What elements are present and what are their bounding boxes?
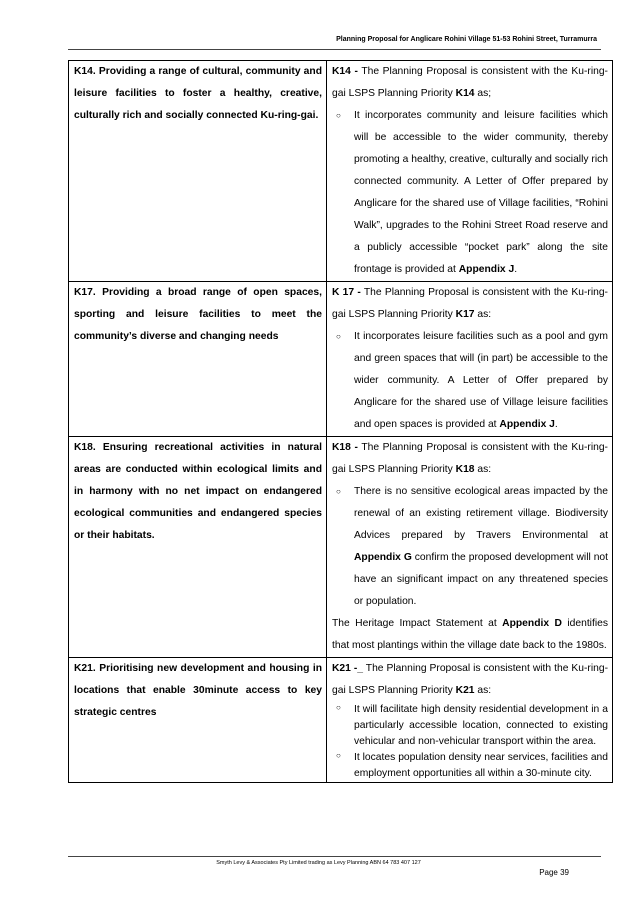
bullet-text: There is no sensitive ecological areas impacted by the renewal of an existing retirement village. Biodiversity Advices prepared by Travers Environmental at [354, 486, 608, 541]
planning-priorities-table [68, 60, 613, 783]
lead-text: The Planning Proposal is consistent with the Ku-ring-gai LSPS Planning Priority [332, 663, 608, 696]
bullet-list [332, 326, 608, 436]
priority-text: K14. Providing a range of cultural, community and leisure facilities to foster a healthy, creative, culturally rich and socially connected Ku-ring-gai. [74, 66, 322, 121]
response-lead [332, 658, 608, 702]
response-cell [327, 61, 613, 282]
bullet-list [332, 702, 608, 782]
bullet-tail: confirm the proposed development will not have an significant impact on any threatened species or population. [354, 552, 609, 607]
priority-code: K18 - [332, 442, 358, 453]
priority-ref: K21 [455, 685, 475, 696]
bullet-text: It incorporates community and leisure facilities which will be accessible to the wider community, thereby promoting a healthy, creative, culturally and socially rich connected community. A Letter of Offer prepared by Anglicare for the shared use of Village facilities, “Rohini Walk”, upgrades to the Rohini Street Road reserve and a publicly accessible “pocket park” along the site frontage is provided at [354, 110, 608, 275]
bullet-tail: . [554, 419, 558, 430]
priority-code: K 17 - [332, 287, 361, 298]
priority-text: K21. Prioritising new development and housing in locations that enable 30minute access to key strategic centres [74, 663, 322, 718]
lead-tail: as: [474, 685, 492, 696]
priority-text: K18. Ensuring recreational activities in natural areas are conducted within ecological limits and in harmony with no net impact on endangered ecological communities and endangered species or their habitats. [74, 442, 322, 541]
response-lead [332, 437, 608, 481]
list-item [332, 481, 608, 613]
appendix-ref: Appendix J [458, 264, 515, 275]
table-row [69, 437, 613, 658]
list-item: ○ It locates population density near services, facilities and employment opportunities all within a 30-minute city. [332, 750, 608, 782]
table-row [69, 61, 613, 282]
bullet-list [332, 105, 608, 281]
priority-ref: K14 [455, 88, 475, 99]
lead-text: The Planning Proposal is consistent with the Ku-ring-gai LSPS Planning Priority [332, 442, 608, 475]
footer-divider [68, 856, 601, 857]
priority-cell [69, 282, 327, 437]
priority-cell [69, 437, 327, 658]
lead-text: The Planning Proposal is consistent with the Ku-ring-gai LSPS Planning Priority [332, 66, 608, 99]
lead-tail: as: [474, 464, 492, 475]
note-text: The Heritage Impact Statement at [332, 618, 503, 629]
heritage-note [332, 613, 608, 657]
note-tail: identifies that most plantings within the village date back to the 1980s. [332, 618, 608, 651]
response-lead [332, 282, 608, 326]
list-item: ○ It will facilitate high density residential development in a particularly accessible location, connected to existing vehicular and non-vehicular transport within the area. [332, 702, 608, 750]
bullet-tail: . [514, 264, 518, 275]
appendix-ref: Appendix J [499, 419, 555, 430]
list-item [332, 326, 608, 436]
appendix-ref: Appendix G [354, 552, 412, 563]
priority-cell [69, 658, 327, 783]
page-header-title: Planning Proposal for Anglicare Rohini Village 51-53 Rohini Street, Turramurra [336, 36, 597, 43]
priority-text: K17. Providing a broad range of open spaces, sporting and leisure facilities to meet the community’s diverse and changing needs [74, 287, 322, 342]
lead-tail: as; [474, 88, 492, 99]
list-item [332, 105, 608, 281]
response-cell [327, 437, 613, 658]
priority-ref: K18 [455, 464, 475, 475]
priority-code: K21 -_ [332, 663, 364, 674]
lead-tail: as: [474, 309, 492, 320]
priority-ref: K17 [455, 309, 475, 320]
table-row [69, 658, 613, 783]
footer-company: Smyth Levy & Associates Pty Limited trading as Levy Planning ABN 64 783 407 127 [216, 860, 421, 866]
page-number: Page 39 [539, 868, 569, 877]
response-cell [327, 658, 613, 783]
response-lead [332, 61, 608, 105]
table-row [69, 282, 613, 437]
header-divider [68, 49, 601, 50]
response-cell [327, 282, 613, 437]
bullet-list [332, 481, 608, 613]
priority-cell [69, 61, 327, 282]
appendix-ref: Appendix D [502, 618, 562, 629]
priority-code: K14 - [332, 66, 358, 77]
bullet-text: It incorporates leisure facilities such as a pool and gym and green spaces that will (in part) be accessible to the wider community. A Letter of Offer prepared by Anglicare for the shared use of Village leisure facilities and open spaces is provided at [354, 331, 608, 430]
lead-text: The Planning Proposal is consistent with the Ku-ring-gai LSPS Planning Priority [332, 287, 608, 320]
